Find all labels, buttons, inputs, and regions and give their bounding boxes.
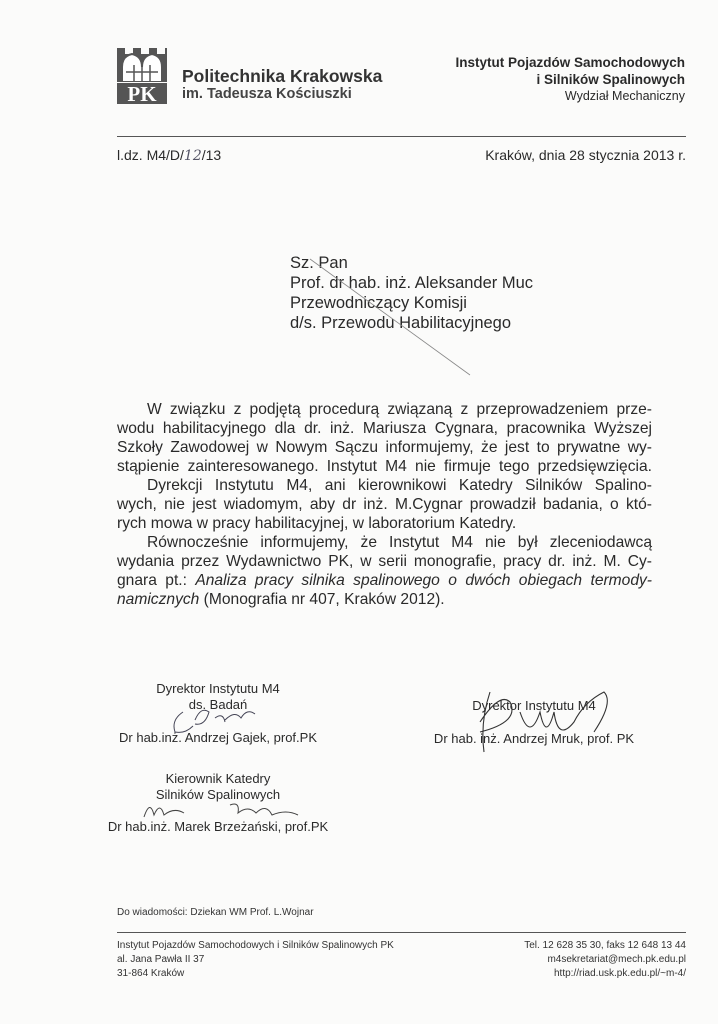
- university-name: Politechnika Krakowska: [182, 66, 383, 86]
- reference-number: l.dz. M4/D/12/13: [117, 147, 222, 164]
- signature-title: ds. Badań: [188, 697, 248, 712]
- header-divider: [117, 136, 686, 137]
- signature-title: Kierownik Katedry: [165, 771, 271, 786]
- body-line: wych, nie jest wiadomym, aby dr inż. M.Cygnar prowadził badania, o któ-: [117, 496, 652, 513]
- footer-address: al. Jana Pawła II 37: [117, 954, 205, 965]
- footer-address: 31-864 Kraków: [117, 968, 185, 979]
- institute-name-1: Instytut Pojazdów Samochodowych: [455, 55, 685, 70]
- addressee-line: Prof. dr hab. inż. Aleksander Muc: [290, 274, 534, 292]
- body-line: rych mowa w pracy habilitacyjnej, w laboratorium Katedry.: [117, 515, 517, 532]
- signature-title: Dyrektor Instytutu M4: [156, 681, 280, 696]
- body-line: W związku z podjętą procedurą związaną z przeprowadzeniem prze-: [147, 401, 652, 418]
- body-line: Szkoły Zawodowej w Nowym Sączu informujemy, że jest to prywatne wy-: [117, 439, 652, 456]
- body-line: wydania przez Wydawnictwo PK, w serii monografie, pracy dr. inż. M. Cy-: [117, 553, 652, 570]
- footer-divider: [117, 932, 686, 933]
- body-line: wodu habilitacyjnego dla dr. inż. Mariusza Cygnara, pracownika Wyższej: [117, 420, 652, 437]
- addressee-line: d/s. Przewodu Habilitacyjnego: [290, 314, 512, 332]
- signatory-name: Dr hab. inż. Andrzej Mruk, prof. PK: [433, 731, 635, 746]
- handwritten-signature: [130, 795, 330, 825]
- footer-email[interactable]: m4sekretariat@mech.pk.edu.pl: [547, 954, 686, 965]
- addressee-line: Przewodniczący Komisji: [290, 294, 467, 312]
- body-line: stąpienie zainteresowanego. Instytut M4 nie firmuje tego przedsięwzięcia.: [117, 458, 652, 475]
- handwritten-signature: [460, 682, 620, 762]
- cc-note: Do wiadomości: Dziekan WM Prof. L.Wojnar: [117, 907, 314, 918]
- body-line: Dyrekcji Instytutu M4, ani kierownikowi Katedry Silników Spalino-: [147, 477, 652, 494]
- body-line: namicznych (Monografia nr 407, Kraków 2012).: [117, 591, 445, 608]
- svg-text:PK: PK: [127, 82, 157, 105]
- letter-date: Kraków, dnia 28 stycznia 2013 r.: [485, 147, 686, 163]
- faculty-name: Wydział Mechaniczny: [564, 89, 685, 103]
- handwritten-signature: [165, 700, 265, 740]
- footer-phone: Tel. 12 628 35 30, faks 12 648 13 44: [524, 940, 686, 951]
- signature-title: Dyrektor Instytutu M4: [472, 698, 596, 713]
- signatory-name: Dr hab.inż. Marek Brzeżański, prof.PK: [107, 819, 329, 834]
- signature-title: Silników Spalinowych: [155, 787, 281, 802]
- signatory-name: Dr hab.inż. Andrzej Gajek, prof.PK: [119, 730, 317, 745]
- addressee-line: Sz. Pan: [290, 254, 348, 272]
- body-line: gnara pt.: Analiza pracy silnika spalinowego o dwóch obiegach termody-: [117, 572, 653, 589]
- footer-address: Instytut Pojazdów Samochodowych i Silników Spalinowych PK: [117, 940, 394, 951]
- institute-name-2: i Silników Spalinowych: [536, 72, 685, 87]
- footer-website[interactable]: http://riad.usk.pk.edu.pl/~m-4/: [553, 968, 686, 979]
- pk-logo: [116, 47, 168, 105]
- university-subtitle: im. Tadeusza Kościuszki: [182, 86, 352, 102]
- body-line: Równocześnie informujemy, że Instytut M4 nie był zleceniodawcą: [147, 534, 652, 551]
- pen-stroke: [300, 255, 480, 385]
